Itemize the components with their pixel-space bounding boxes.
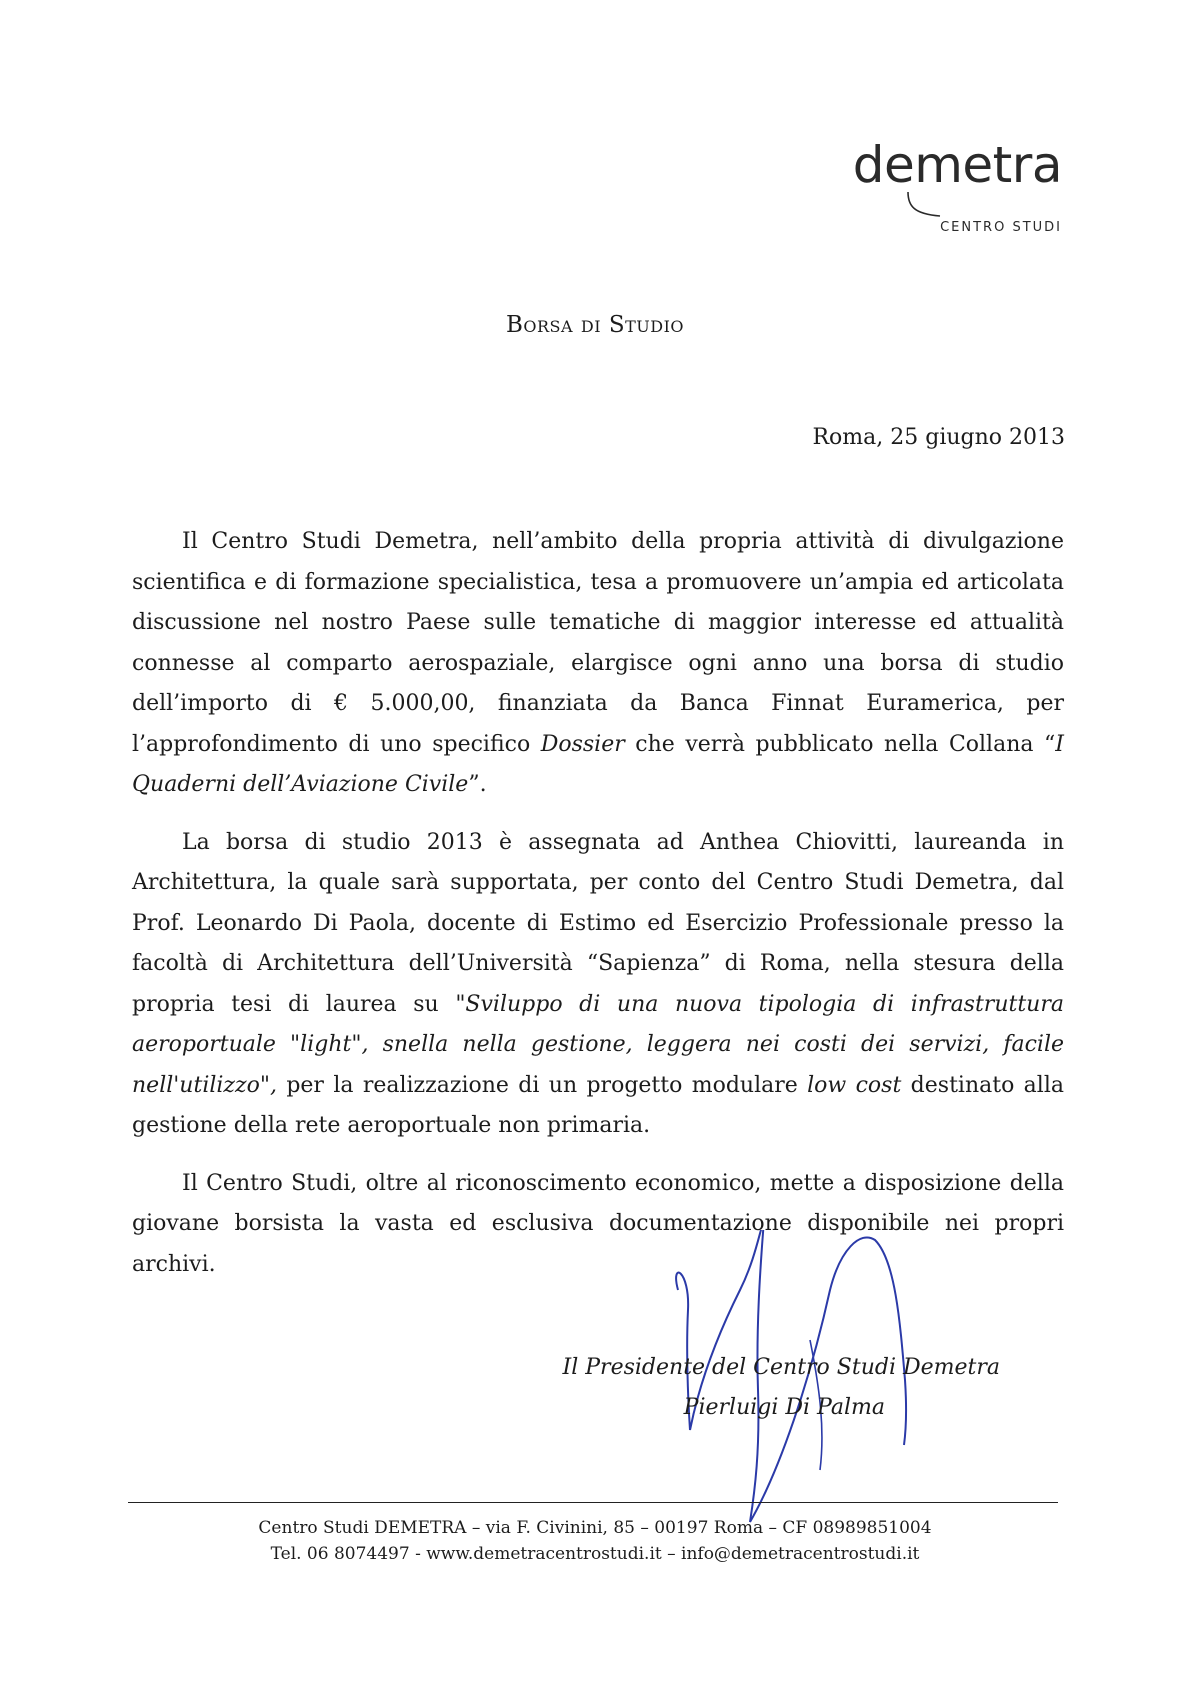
footer-address: Centro Studi DEMETRA – via F. Civinini, 85 – 00197 Roma – CF 08989851004: [258, 1518, 932, 1538]
paragraph-2-text-e: destinato alla gestione della rete aeroportuale non primaria.: [132, 1072, 1064, 1138]
paragraph-2: [132, 823, 1064, 1147]
document-title: Borsa di Studio: [505, 312, 685, 338]
paragraph-1-collana: I Quaderni dell’Aviazione Civile: [132, 731, 1064, 797]
paragraph-1-text-c: che verrà pubblicato nella Collana “: [624, 731, 1056, 757]
footer-divider: [128, 1502, 1058, 1503]
signatory-role: Il Presidente del Centro Studi Demetra: [562, 1355, 1000, 1380]
paragraph-1: [132, 522, 1064, 806]
paragraph-1-text-e: ”.: [468, 772, 487, 797]
paragraph-2-low-cost: low cost: [807, 1072, 902, 1098]
logo-wordmark: demetra: [852, 136, 1062, 194]
paragraph-2-text-a: La borsa di studio 2013 è assegnata ad Anthea Chiovitti, laureanda in Architettura, la quale sarà supportata, per conto del Centro Studi Demetra, dal Prof. Leonardo Di Paola, docente di Estimo ed Esercizio Professionale presso la facoltà di Architettura dell’Università “Sapienza” di Roma, nella stesura della propria tesi di laurea su: [132, 829, 1064, 1017]
signatory-name: Pierluigi Di Palma: [683, 1395, 885, 1420]
paragraph-2-thesis-title: "Sviluppo di una nuova tipologia di infrastruttura aeroportuale "light", snella nella gestione, leggera nei costi dei servizi, facile nell'utilizzo",: [132, 991, 1064, 1098]
paragraph-2-text-c: per la realizzazione di un progetto modulare: [276, 1072, 808, 1098]
letter-date: Roma, 25 giugno 2013: [812, 425, 1065, 450]
footer-contacts: Tel. 06 8074497 - www.demetracentrostudi.it – info@demetracentrostudi.it: [270, 1544, 920, 1564]
paragraph-1-text-a: Il Centro Studi Demetra, nell’ambito della propria attività di divulgazione scientifica e di formazione specialistica, tesa a promuovere un’ampia ed articolata discussione nel nostro Paese sulle tematiche di maggior interesse ed attualità connesse al comparto aerospaziale, elargisce ogni anno una borsa di studio dell’importo di € 5.000,00, finanziata da Banca Finnat Euramerica, per l’approfondimento di uno specifico: [132, 529, 1064, 757]
demetra-logo: [832, 136, 1062, 240]
paragraph-1-dossier: Dossier: [540, 731, 625, 757]
logo-curve-mark: [904, 190, 944, 225]
logo-subtitle: CENTRO STUDI: [940, 220, 1062, 235]
signature-block: [500, 1348, 1000, 1428]
paragraph-3: Il Centro Studi, oltre al riconoscimento economico, mette a disposizione della giovane borsista la vasta ed esclusiva documentazione disponibile nei propri archivi.: [132, 1170, 1064, 1277]
letter-body: [132, 522, 1064, 1302]
letterhead-footer: [0, 1515, 1190, 1567]
